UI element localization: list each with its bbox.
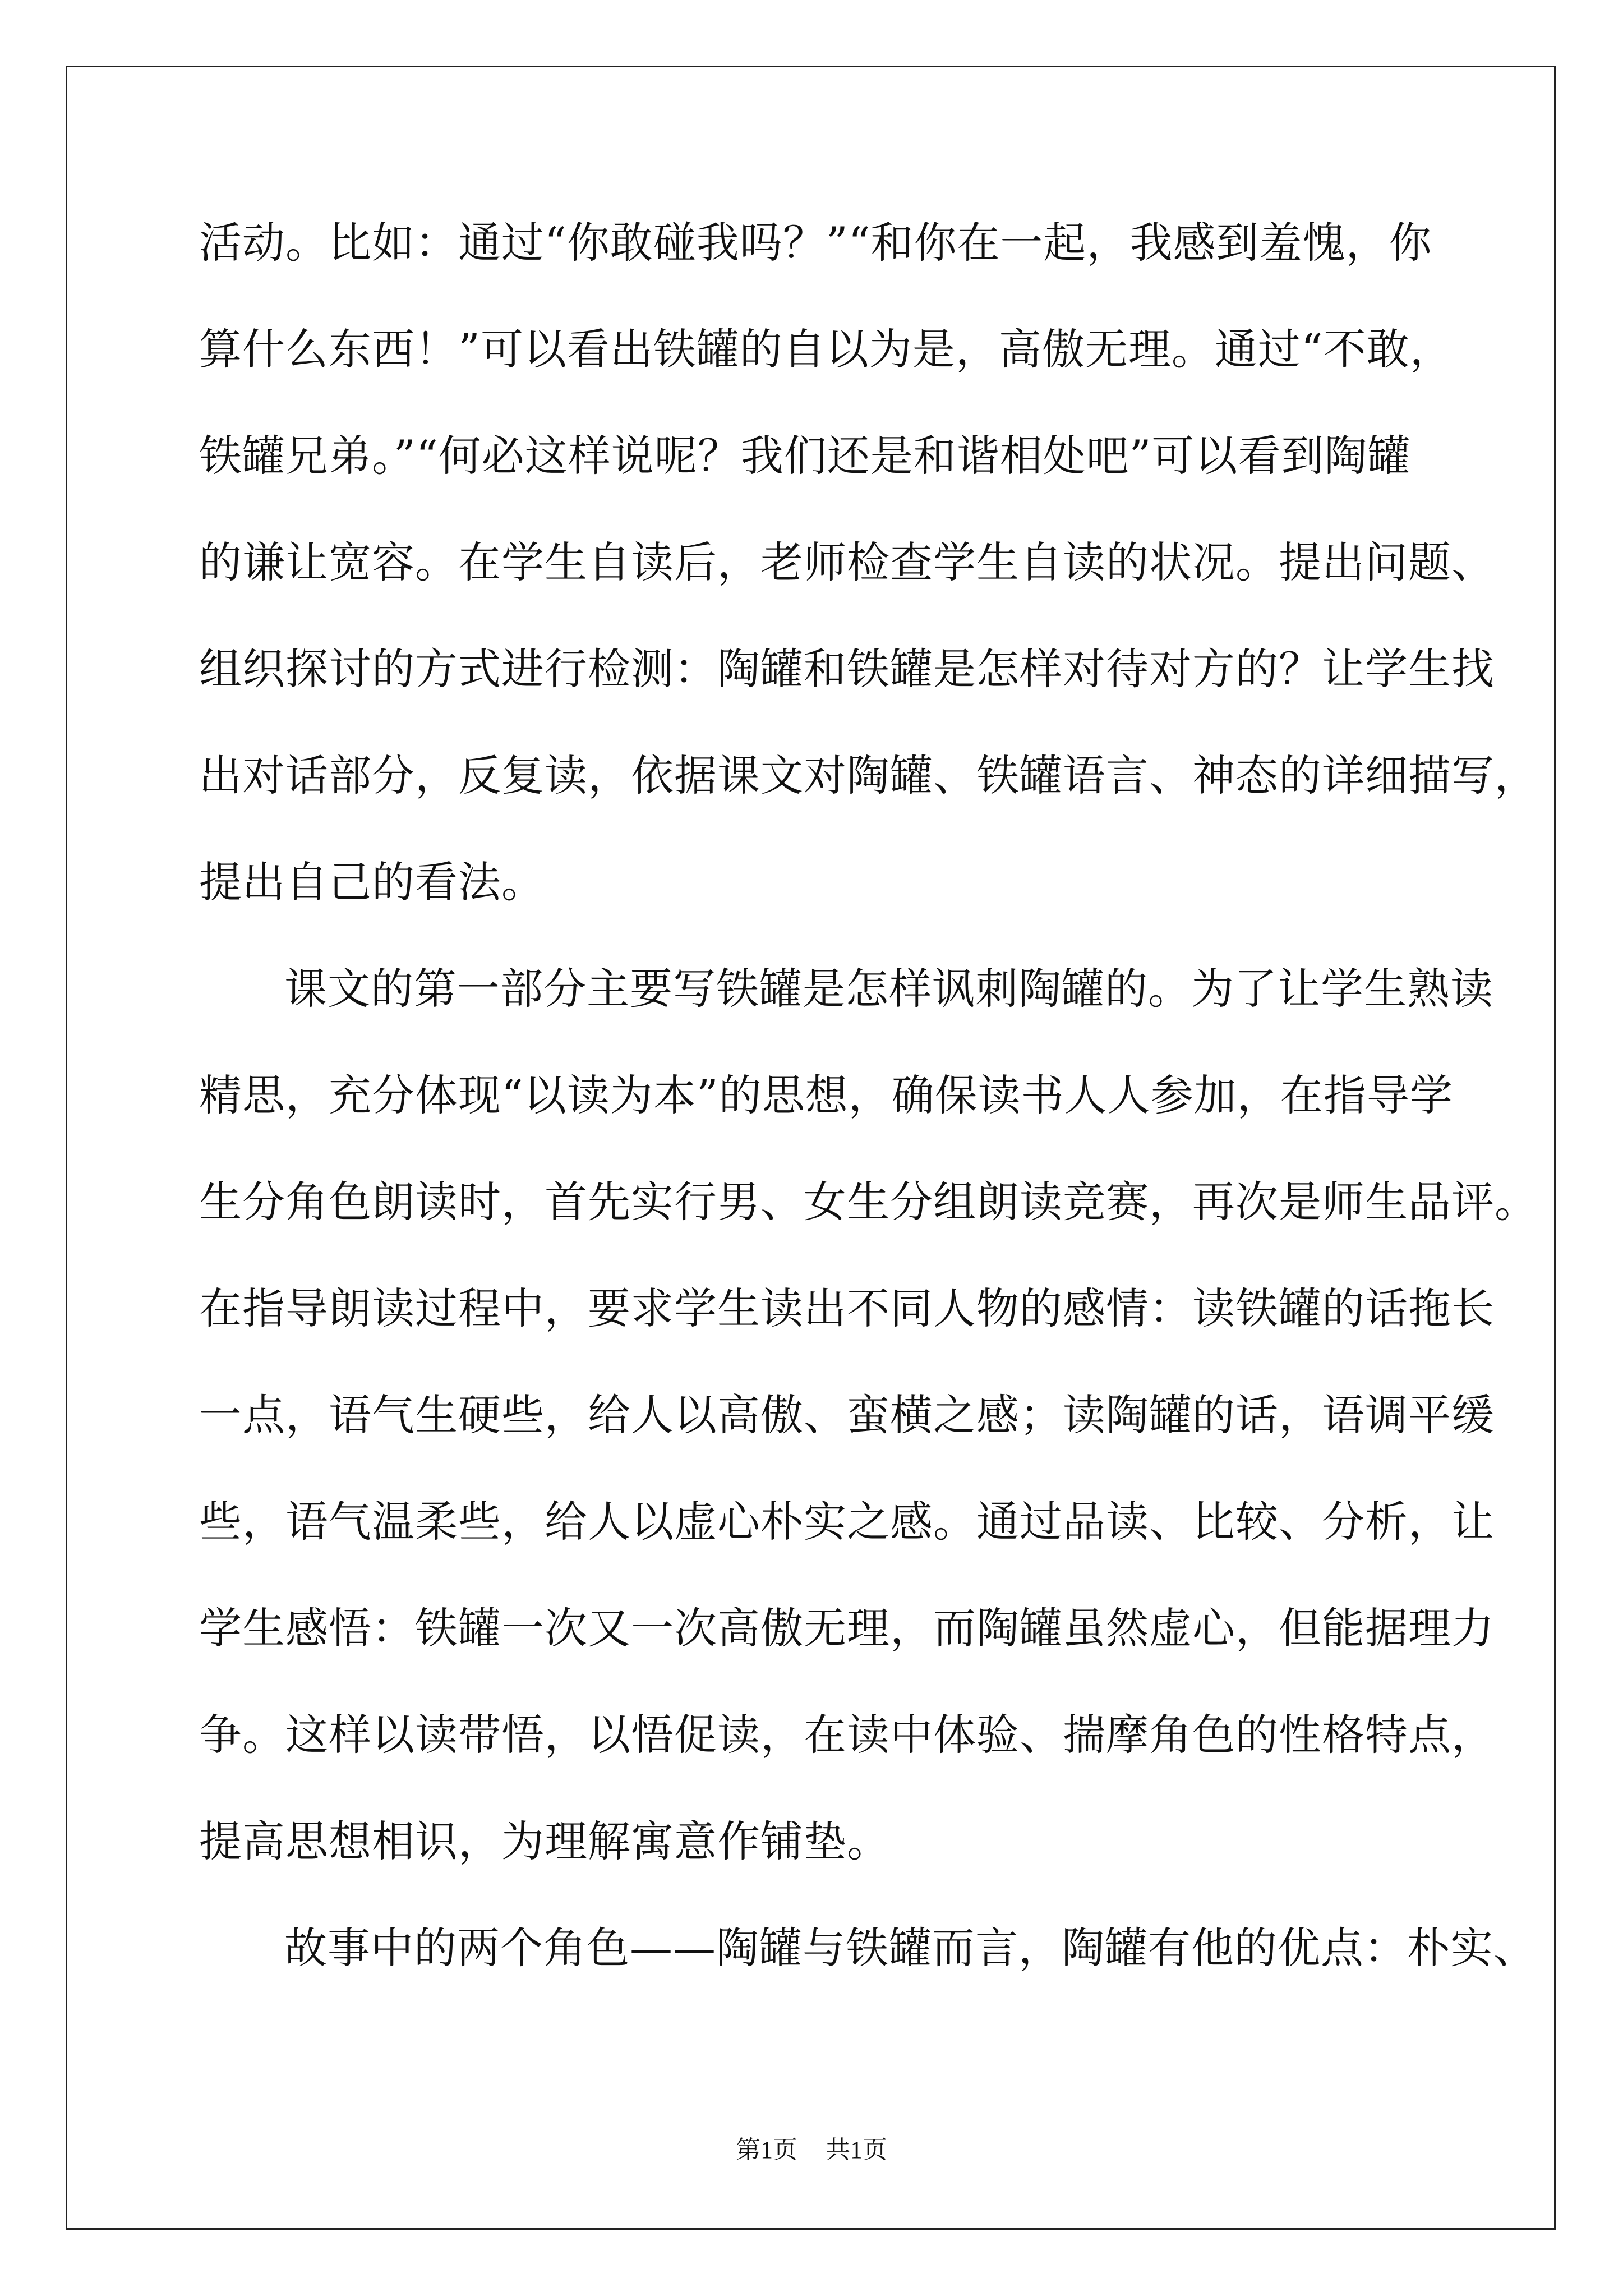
page-footer	[0, 2134, 1623, 2166]
text-line: 学生感悟：铁罐一次又一次高傲无理，而陶罐虽然虚心，但能据理力	[199, 1603, 1495, 1653]
page-total: 共1页	[826, 2136, 887, 2164]
text-line: 活动。比如：通过“你敢碰我吗？”“和你在一起，我感到羞愧，你	[199, 218, 1432, 268]
paragraph-first-line: 故事中的两个角色——陶罐与铁罐而言，陶罐有他的优点：朴实、	[284, 1923, 1537, 1973]
text-line: 的谦让宽容。在学生自读后，老师检查学生自读的状况。提出问题、	[199, 537, 1495, 587]
text-line: 些，语气温柔些，给人以虚心朴实之感。通过品读、比较、分析，让	[199, 1497, 1495, 1547]
text-line: 在指导朗读过程中，要求学生读出不同人物的感情：读铁罐的话拖长	[199, 1283, 1495, 1333]
text-line: 提高思想相识，为理解寓意作铺垫。	[199, 1816, 890, 1866]
text-line: 一点，语气生硬些，给人以高傲、蛮横之感；读陶罐的话，语调平缓	[199, 1390, 1495, 1440]
page-number: 第1页	[736, 2136, 797, 2164]
text-line: 算什么东西！”可以看出铁罐的自以为是，高傲无理。通过“不敢，	[199, 324, 1453, 374]
text-line: 精思，充分体现“以读为本”的思想，确保读书人人参加，在指导学	[199, 1070, 1453, 1120]
text-line: 出对话部分，反复读，依据课文对陶罐、铁罐语言、神态的详细描写，	[199, 751, 1538, 800]
paragraph-first-line: 课文的第一部分主要写铁罐是怎样讽刺陶罐的。为了让学生熟读	[284, 964, 1493, 1014]
text-line: 生分角色朗读时，首先实行男、女生分组朗读竞赛，再次是师生品评。	[199, 1177, 1538, 1227]
text-line: 铁罐兄弟。”“何必这样说呢？我们还是和谐相处吧”可以看到陶罐	[199, 431, 1411, 481]
text-line: 争。这样以读带悟，以悟促读，在读中体验、揣摩角色的性格特点，	[199, 1710, 1495, 1760]
text-line: 提出自己的看法。	[199, 857, 545, 907]
page-border	[66, 66, 1556, 2230]
text-line: 组织探讨的方式进行检测：陶罐和铁罐是怎样对待对方的？让学生找	[199, 644, 1495, 694]
